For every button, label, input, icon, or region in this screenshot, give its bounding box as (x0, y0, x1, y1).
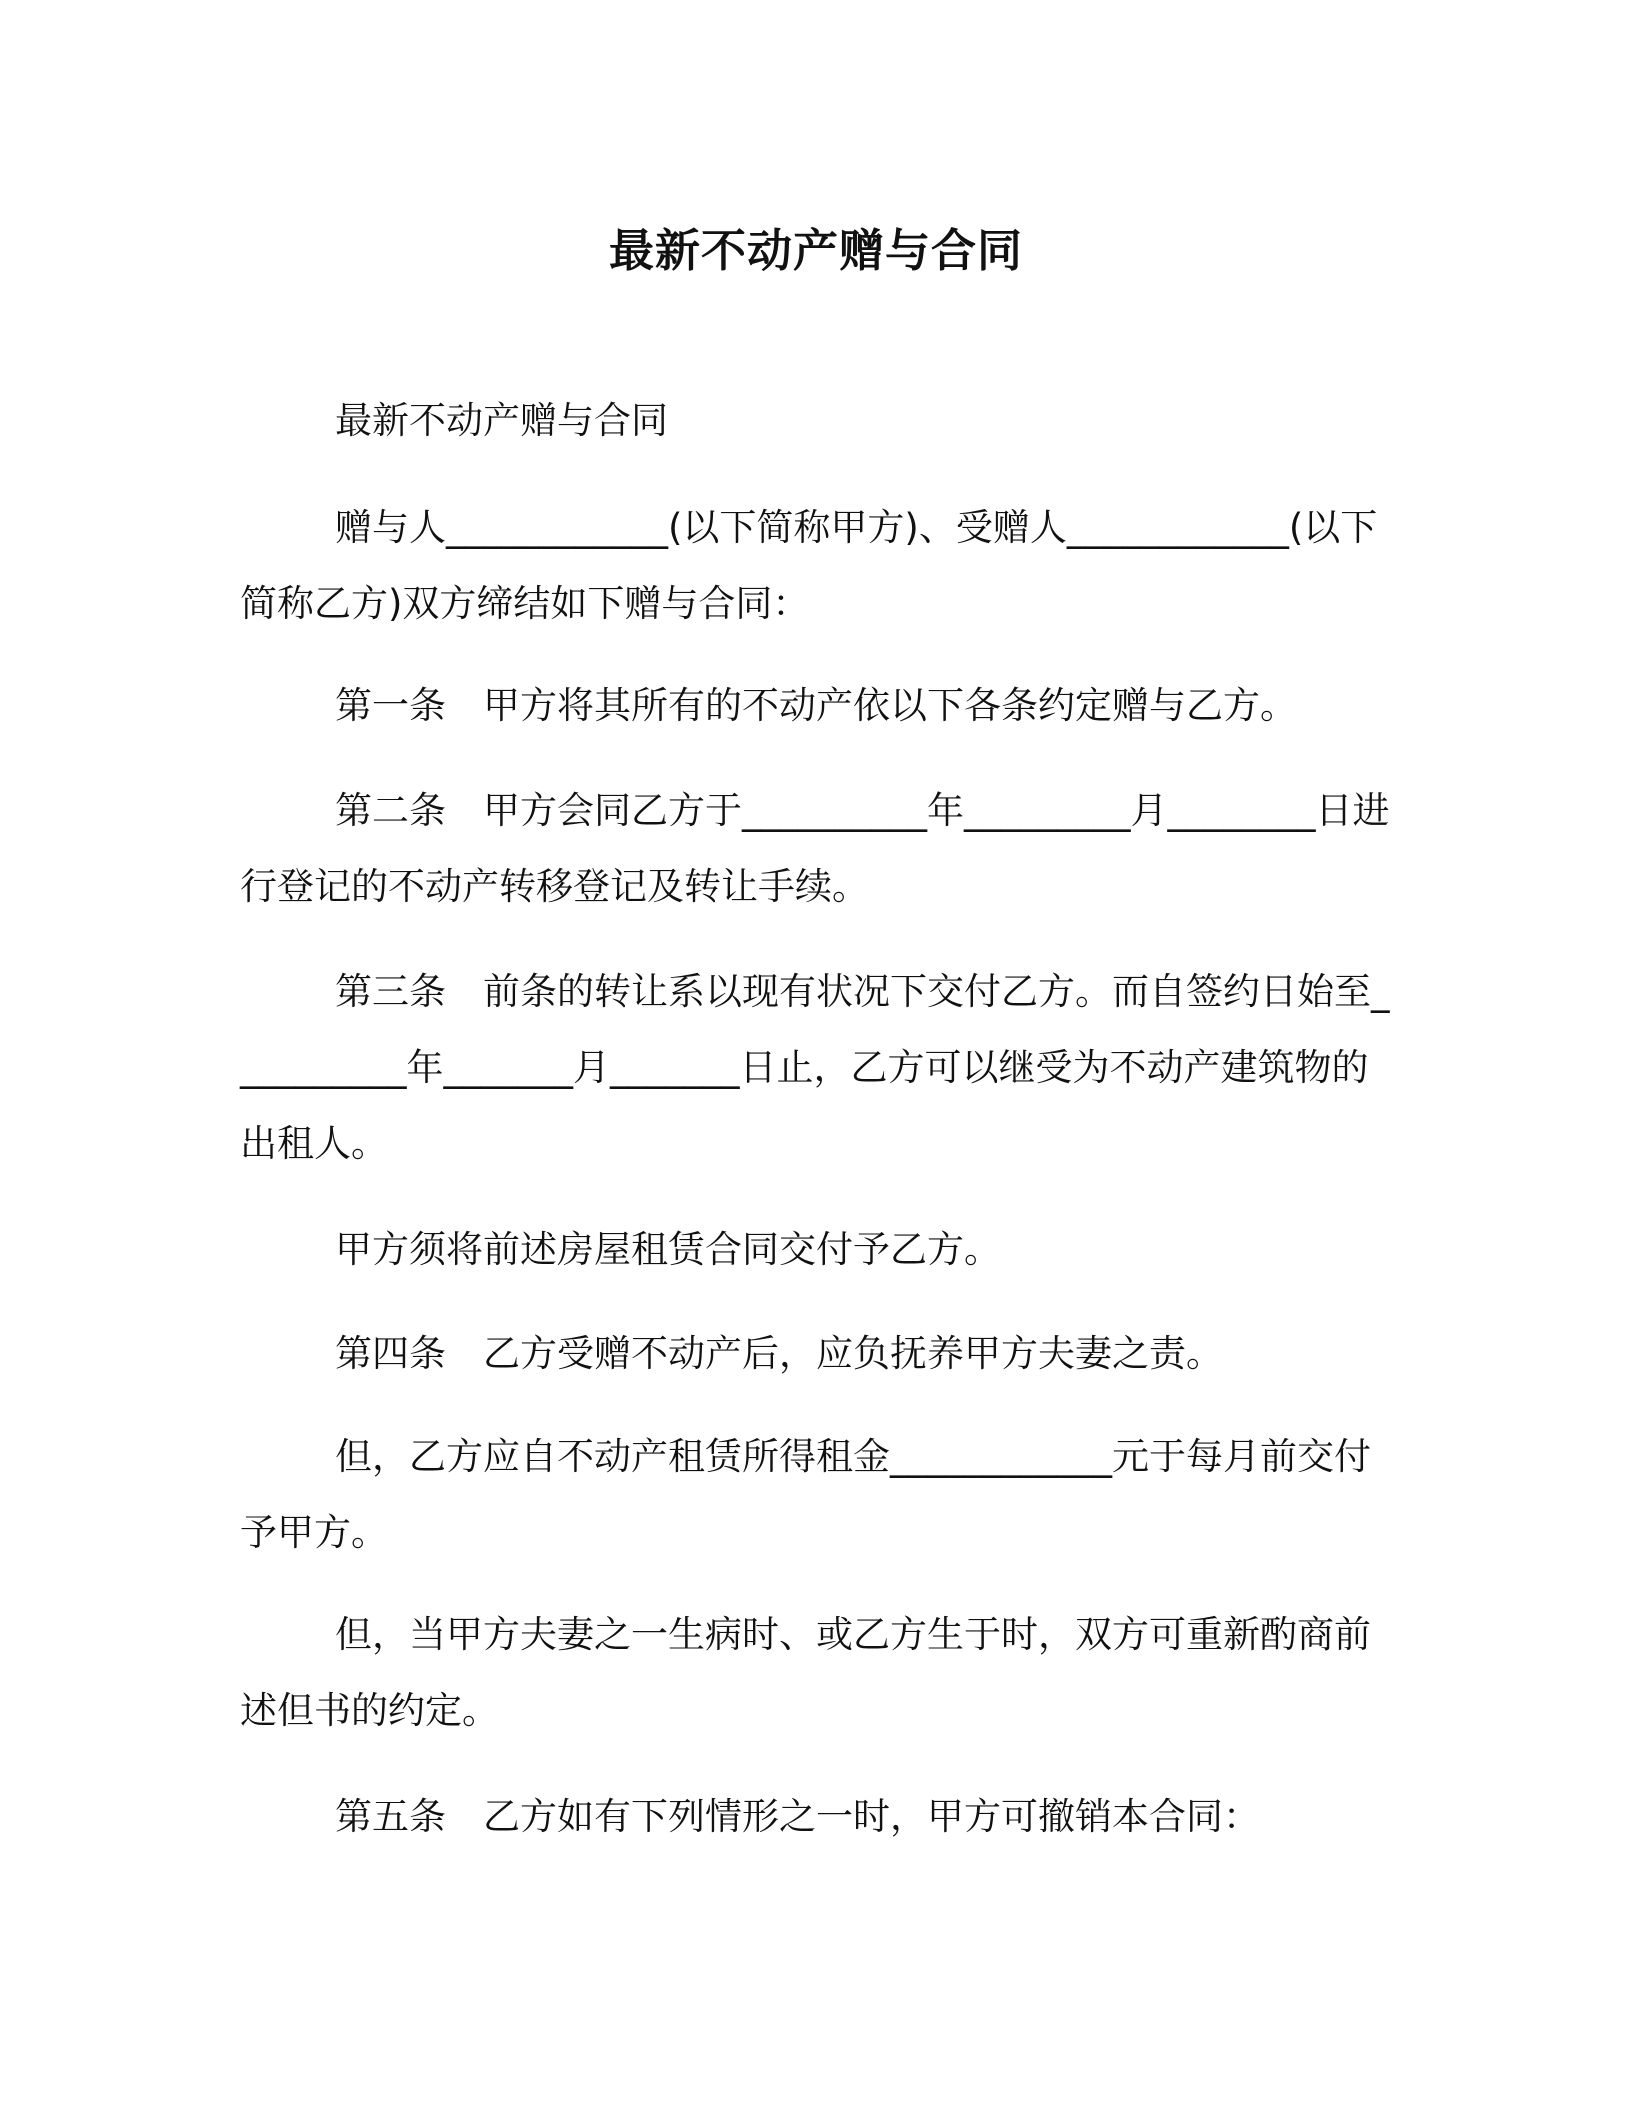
paragraph-heading: 最新不动产赠与合同 (335, 399, 668, 442)
document-title: 最新不动产赠与合同 (608, 224, 1023, 277)
paragraph-rent-payment: 但，乙方应自不动产租赁所得租金____________元于每月前交付予甲方。 (240, 1435, 1371, 1554)
paragraph-article-1: 第一条 甲方将其所有的不动产依以下各条约定赠与乙方。 (335, 684, 1297, 727)
paragraph-article-5: 第五条 乙方如有下列情形之一时，甲方可撤销本合同： (335, 1795, 1260, 1838)
paragraph-lease-delivery: 甲方须将前述房屋租赁合同交付予乙方。 (335, 1228, 1001, 1271)
paragraph-parties: 赠与人____________(以下简称甲方)、受赠人____________(以下简称乙方)双方缔结如下赠与合同： (240, 506, 1378, 625)
paragraph-renegotiation: 但，当甲方夫妻之一生病时、或乙方生于时，双方可重新酌商前述但书的约定。 (240, 1613, 1371, 1732)
paragraph-article-3: 第三条 前条的转让系以现有状况下交付乙方。而自签约日始至__________年_______月_______日止，乙方可以继受为不动产建筑物的出租人。 (240, 970, 1390, 1165)
paragraph-article-4: 第四条 乙方受赠不动产后，应负抚养甲方夫妻之责。 (335, 1332, 1223, 1375)
paragraph-article-2: 第二条 甲方会同乙方于__________年_________月________日进行登记的不动产转移登记及转让手续。 (240, 789, 1390, 908)
